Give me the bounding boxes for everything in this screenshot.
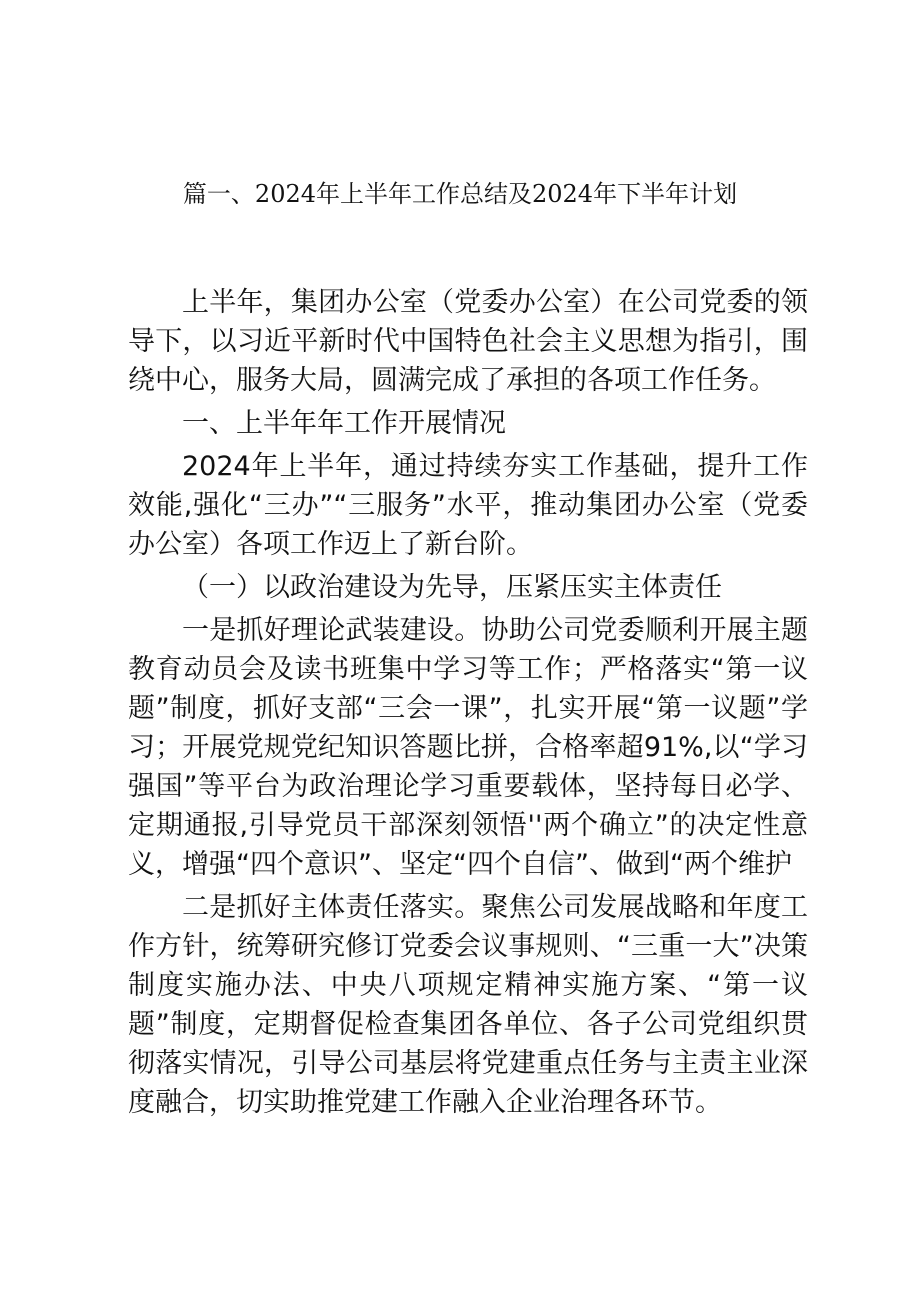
point-one-paragraph: 一是抓好理论武装建设。协助公司党委顺利开展主题教育动员会及读书班集中学习等工作；严格落实“第一议题”制度，抓好支部“三会一课”，扎实开展“第一议题”学习；开展党规党纪知识答题比拼，合格率超91%,以“学习强国”等平台为政治理论学习重要载体，坚持每日必学、定期通报,引导党员干部深刻领悟''两个确立”的决定性意义，增强“四个意识”、坚定“四个自信”、做到“两个维护 (128, 615, 808, 880)
section-paragraph: 2024年上半年，通过持续夯实工作基础，提升工作效能,强化“三办”“三服务”水平，推动集团办公室（党委办公室）各项工作迈上了新台阶。 (128, 451, 808, 560)
point-two-paragraph: 二是抓好主体责任落实。聚焦公司发展战略和年度工作方针，统筹研究修订党委会议事规则、“三重一大”决策制度实施办法、中央八项规定精神实施方案、“第一议题”制度，定期督促检查集团各单位、各子公司党组织贯彻落实情况，引导公司基层将党建重点任务与主责主业深度融合，切实助推党建工作融入企业治理各环节。 (128, 892, 808, 1118)
intro-paragraph: 上半年，集团办公室（党委办公室）在公司党委的领导下，以习近平新时代中国特色社会主义思想为指引，围绕中心，服务大局，圆满完成了承担的各项工作任务。 (128, 287, 808, 396)
document-body (128, 283, 808, 1122)
section-heading: 一、上半年年工作开展情况 (182, 408, 506, 439)
subsection-heading: （一）以政治建设为先导，压紧压实主体责任 (182, 572, 722, 603)
document-title: 篇一、2024年上半年工作总结及2024年下半年计划 (182, 180, 738, 208)
